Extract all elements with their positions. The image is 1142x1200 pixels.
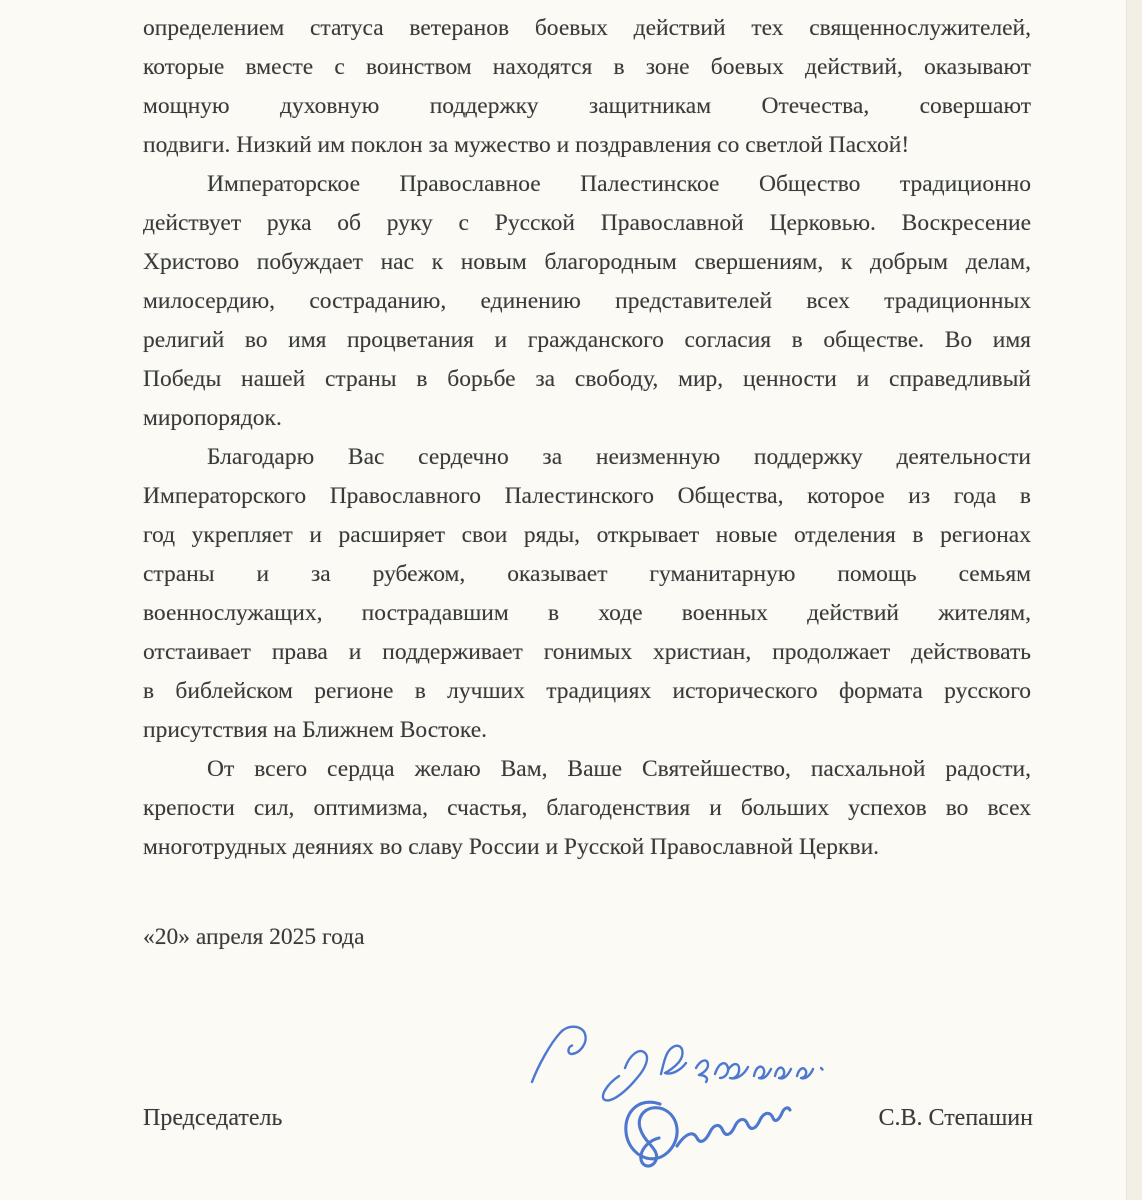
signature-block	[143, 1100, 1033, 1136]
text-line: страны и за рубежом, оказывает гуманитарную помощь семьям	[143, 561, 1031, 587]
text-line: крепости сил, оптимизма, счастья, благоденствия и больших успехов во всех	[143, 795, 1031, 821]
letter-body	[143, 9, 1031, 867]
text-line: в библейском регионе в лучших традициях исторического формата русского	[143, 678, 1031, 704]
handwritten-closing	[495, 1016, 840, 1181]
text-line: Победы нашей страны в борьбе за свободу, мир, ценности и справедливый	[143, 366, 1031, 392]
text-line: подвиги. Низкий им поклон за мужество и поздравления со светлой Пасхой!	[143, 132, 910, 158]
text-line: Императорского Православного Палестинского Общества, которое из года в	[143, 483, 1031, 509]
paragraph	[143, 750, 1031, 867]
text-line: год укрепляет и расширяет свои ряды, открывает новые отделения в регионах	[143, 522, 1031, 548]
text-line: мощную духовную поддержку защитникам Отечества, совершают	[143, 93, 1031, 119]
handwritten-uvazheniem	[603, 1051, 647, 1100]
handwritten-uvazheniem	[696, 1060, 708, 1082]
signer-name: С.В. Степашин	[878, 1105, 1033, 1131]
signer-title: Председатель	[143, 1105, 283, 1131]
date-line: «20» апреля 2025 года	[143, 924, 365, 950]
handwritten-uvazheniem	[754, 1067, 791, 1079]
text-line: военнослужащих, пострадавшим в ходе военных действий жителям,	[143, 600, 1031, 626]
text-line: определением статуса ветеранов боевых действий тех священнослужителей,	[143, 15, 1031, 41]
handwritten-s-glyph	[532, 1027, 586, 1082]
text-line: многотрудных деяниях во славу России и Русской Православной Церкви.	[143, 834, 880, 860]
text-line: От всего сердца желаю Вам, Ваше Святейшество, пасхальной радости,	[207, 756, 1031, 782]
paragraph	[143, 165, 1031, 438]
text-line: присутствия на Ближнем Востоке.	[143, 717, 488, 743]
text-line: которые вместе с воинством находятся в зоне боевых действий, оказывают	[143, 54, 1031, 80]
handwritten-uvazheniem	[715, 1063, 748, 1078]
text-line: милосердию, состраданию, единению представителей всех традиционных	[143, 288, 1031, 314]
handwritten-period	[821, 1068, 823, 1070]
paragraph	[143, 438, 1031, 750]
text-line: Христово побуждает нас к новым благородным свершениям, к добрым делам,	[143, 249, 1031, 275]
text-line: религий во имя процветания и гражданского согласия в обществе. Во имя	[143, 327, 1031, 353]
text-line: Императорское Православное Палестинское Общество традиционно	[207, 171, 1031, 197]
handwritten-uvazheniem	[797, 1068, 813, 1078]
text-line: действует рука об руку с Русской Православной Церковью. Воскресение	[143, 210, 1031, 236]
paragraph	[143, 9, 1031, 165]
text-line: отстаивает права и поддерживает гонимых христиан, продолжает действовать	[143, 639, 1031, 665]
text-line: миропорядок.	[143, 405, 282, 431]
handwritten-uvazheniem	[661, 1046, 686, 1074]
text-line: Благодарю Вас сердечно за неизменную поддержку деятельности	[207, 444, 1031, 470]
scan-edge-band	[1126, 0, 1142, 1200]
